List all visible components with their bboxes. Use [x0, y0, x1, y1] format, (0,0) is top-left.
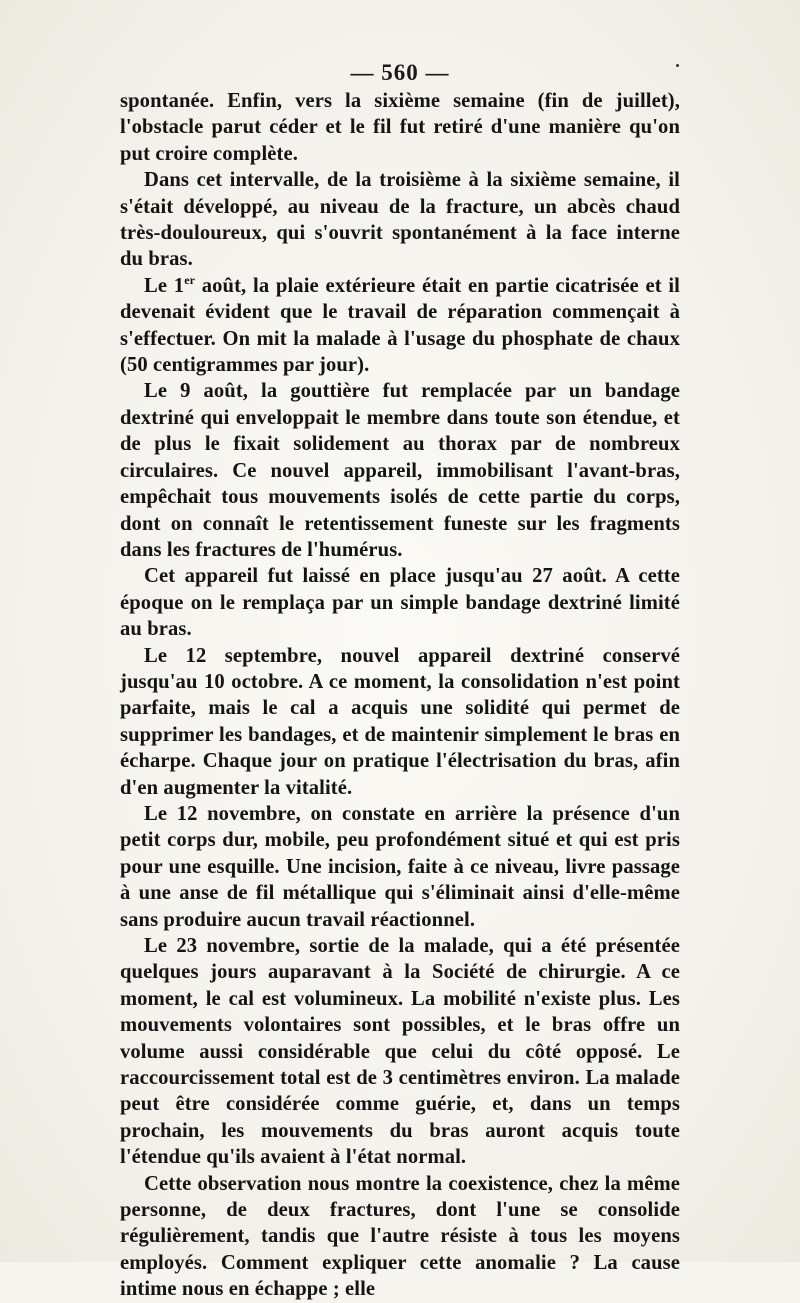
- paragraph: Dans cet intervalle, de la troisième à la sixième semaine, il s'était développé, au niveau de la fracture, un abcès chaud très-douloureux, qui s'ouvrit spontanément à la face interne du bras.: [120, 169, 680, 271]
- paragraph: Le 12 septembre, nouvel appareil dextriné conservé jusqu'au 10 octobre. A ce moment, la consolidation n'est point parfaite, mais le cal a acquis une solidité qui permet de supprimer les bandages, et de maintenir simplement le bras en écharpe. Chaque jour on pratique l'électrisation du bras, afin d'en augmenter la vitalité.: [120, 644, 680, 799]
- paragraph: Le 23 novembre, sortie de la malade, qui a été présentée quelques jours auparavant à la Société de chirurgie. A ce moment, le cal est volumineux. La mobilité n'existe plus. Les mouvements volontaires sont possibles, et le bras offre un volume aussi considérable que celui du côté opposé. Le raccourcissement total est de 3 centimètres environ. La malade peut être considérée comme guérie, et, dans un temps prochain, les mouvements du bras auront acquis toute l'étendue qu'ils avaient à l'état normal.: [120, 935, 680, 1169]
- paragraph-lead: Le 1: [144, 274, 185, 297]
- ordinal-superscript: er: [184, 272, 196, 287]
- paragraph: Le 9 août, la gouttière fut remplacée par un bandage dextriné qui enveloppait le membre dans toute son étendue, et de plus le fixait solidement au thorax par de nombreux circulaires. Ce nouvel appareil, immobilisant l'avant-bras, empêchait tous mouvements isolés de cette partie du corps, dont on connaît le retentissement funeste sur les fragments dans les fractures de l'humérus.: [120, 380, 680, 561]
- paragraph: Cet appareil fut laissé en place jusqu'au 27 août. A cette époque on le remplaça par un simple bandage dextriné limité au bras.: [120, 565, 680, 641]
- body-text: [120, 88, 680, 1303]
- paragraph: spontanée. Enfin, vers la sixième semaine (fin de juillet), l'obstacle parut céder et le fil fut retiré d'une manière qu'on put croire complète.: [120, 90, 680, 165]
- paragraph: [120, 273, 680, 379]
- page-number: — 560 —: [350, 60, 450, 85]
- paragraph: Cette observation nous montre la coexistence, chez la même personne, de deux fractures, dont l'une se consolide régulièrement, tandis que l'autre résiste à tous les moyens employés. Comment expliquer cette anomalie ? La cause intime nous en échappe ; elle: [120, 1172, 680, 1301]
- paragraph: Le 12 novembre, on constate en arrière la présence d'un petit corps dur, mobile, peu profondément situé et qui est pris pour une esquille. Une incision, faite à ce niveau, livre passage à une anse de fil métallique qui s'éliminait ainsi d'elle-même sans produire aucun travail réactionnel.: [120, 802, 680, 931]
- paragraph-rest: août, la plaie extérieure était en partie cicatrisée et il devenait évident que le travail de réparation commençait à s'effectuer. On mit la malade à l'usage du phosphate de chaux (50 centigrammes par jour).: [120, 274, 680, 377]
